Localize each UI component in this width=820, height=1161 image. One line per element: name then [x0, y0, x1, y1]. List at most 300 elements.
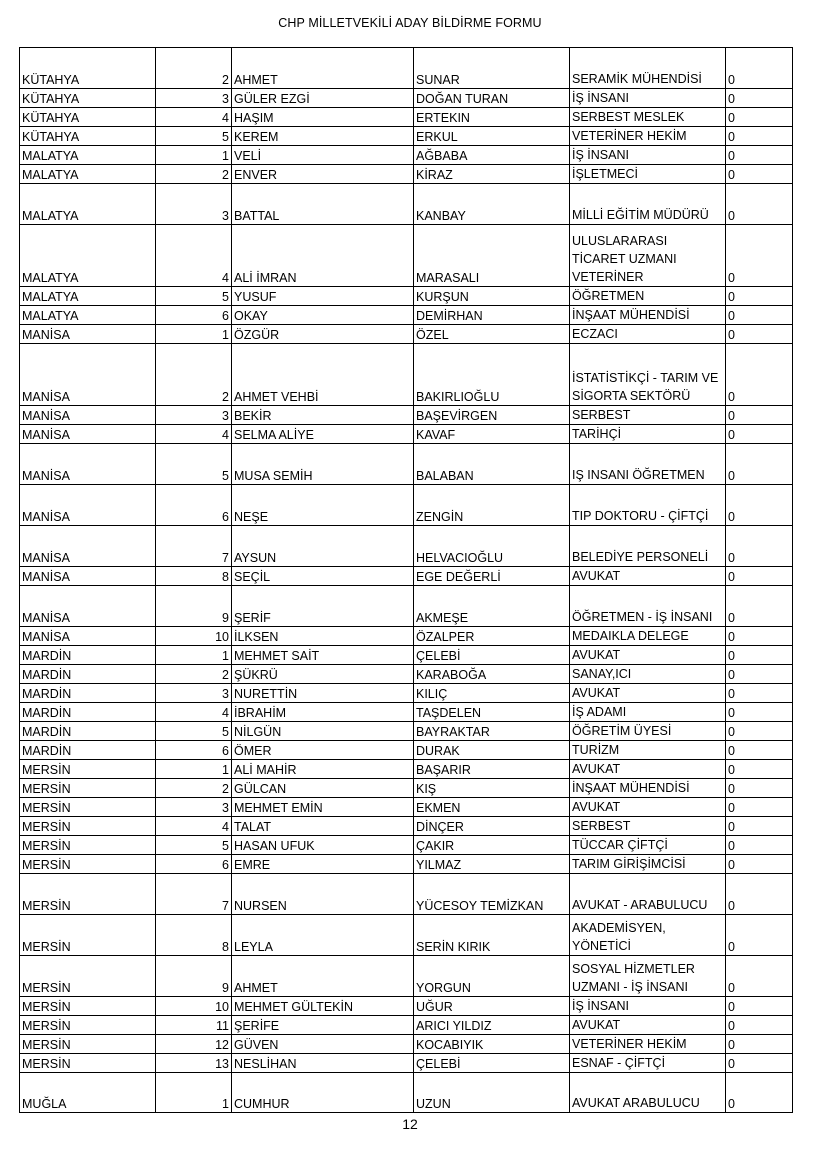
cell-city — [19, 586, 155, 626]
cell-city — [19, 1054, 155, 1072]
cell-zero — [725, 425, 793, 443]
cell-no — [155, 48, 231, 88]
cell-job — [569, 165, 725, 183]
cell-zero-text: 0 — [728, 801, 735, 815]
cell-last-text: AKMEŞE — [416, 611, 469, 625]
cell-first — [231, 48, 413, 88]
cell-no-text: 5 — [222, 839, 229, 853]
cell-first — [231, 760, 413, 778]
cell-last — [413, 48, 569, 88]
cell-city — [19, 646, 155, 664]
cell-city-text: MERSİN — [22, 839, 71, 853]
cell-job — [569, 89, 725, 107]
table-row — [19, 585, 793, 626]
cell-job — [569, 703, 725, 721]
cell-last — [413, 646, 569, 664]
cell-job — [569, 526, 725, 566]
cell-no — [155, 684, 231, 702]
cell-job-text: TÜCCAR ÇİFTÇİ — [572, 838, 668, 852]
cell-no-text: 5 — [222, 130, 229, 144]
cell-first — [231, 956, 413, 996]
cell-no-text: 4 — [222, 271, 229, 285]
cell-zero — [725, 89, 793, 107]
cell-first-text: LEYLA — [234, 940, 273, 954]
cell-job — [569, 874, 725, 914]
cell-last — [413, 836, 569, 854]
cell-city — [19, 48, 155, 88]
cell-last — [413, 627, 569, 645]
cell-last — [413, 1035, 569, 1053]
cell-first-text: BEKİR — [234, 409, 272, 423]
table-row — [19, 566, 793, 585]
cell-job — [569, 779, 725, 797]
cell-city — [19, 703, 155, 721]
cell-first — [231, 836, 413, 854]
cell-last — [413, 127, 569, 145]
cell-last — [413, 406, 569, 424]
table-row — [19, 88, 793, 107]
cell-first — [231, 89, 413, 107]
cell-no — [155, 586, 231, 626]
cell-zero-text: 0 — [728, 630, 735, 644]
cell-last-text: SERİN KIRIK — [416, 940, 491, 954]
cell-job-text: SOSYAL HİZMETLER UZMANI - İŞ İNSANI — [572, 962, 695, 994]
cell-zero-text: 0 — [728, 940, 735, 954]
cell-no — [155, 956, 231, 996]
cell-city-text: MANİSA — [22, 469, 70, 483]
cell-city-text: MERSİN — [22, 1057, 71, 1071]
cell-zero — [725, 567, 793, 585]
cell-city — [19, 798, 155, 816]
cell-city-text: MERSİN — [22, 899, 71, 913]
table-row — [19, 778, 793, 797]
table-row — [19, 164, 793, 183]
cell-zero-text: 0 — [728, 649, 735, 663]
cell-job — [569, 444, 725, 484]
cell-no-text: 3 — [222, 209, 229, 223]
cell-last — [413, 741, 569, 759]
table-row — [19, 664, 793, 683]
cell-last — [413, 225, 569, 286]
table-row — [19, 759, 793, 778]
cell-last-text: KAVAF — [416, 428, 456, 442]
cell-no — [155, 1054, 231, 1072]
cell-no — [155, 526, 231, 566]
table-row — [19, 683, 793, 702]
cell-last — [413, 817, 569, 835]
cell-city-text: MERSİN — [22, 820, 71, 834]
cell-last-text: ÖZALPER — [416, 630, 475, 644]
cell-job-text: AVUKAT — [572, 569, 621, 583]
cell-first — [231, 146, 413, 164]
cell-job-text: SERBEST — [572, 819, 631, 833]
cell-no-text: 5 — [222, 469, 229, 483]
cell-last — [413, 915, 569, 955]
cell-city — [19, 741, 155, 759]
cell-no — [155, 1073, 231, 1112]
cell-no — [155, 646, 231, 664]
cell-city — [19, 779, 155, 797]
cell-city-text: MARDİN — [22, 668, 72, 682]
cell-no-text: 12 — [215, 1038, 229, 1052]
cell-first — [231, 703, 413, 721]
cell-last-text: BAŞEVİRGEN — [416, 409, 498, 423]
table-row — [19, 443, 793, 484]
cell-zero-text: 0 — [728, 570, 735, 584]
cell-first — [231, 184, 413, 224]
cell-no — [155, 444, 231, 484]
cell-job — [569, 287, 725, 305]
cell-last — [413, 146, 569, 164]
cell-city — [19, 915, 155, 955]
cell-city — [19, 760, 155, 778]
cell-last — [413, 325, 569, 343]
cell-job — [569, 127, 725, 145]
cell-last — [413, 184, 569, 224]
cell-first-text: YUSUF — [234, 290, 277, 304]
cell-zero-text: 0 — [728, 428, 735, 442]
cell-first — [231, 646, 413, 664]
cell-zero — [725, 665, 793, 683]
cell-first-text: SELMA ALİYE — [234, 428, 314, 442]
cell-zero — [725, 855, 793, 873]
cell-zero-text: 0 — [728, 858, 735, 872]
cell-no — [155, 425, 231, 443]
cell-no-text: 4 — [222, 111, 229, 125]
cell-last-text: KIŞ — [416, 782, 437, 796]
cell-last — [413, 703, 569, 721]
cell-first-text: AHMET — [234, 73, 278, 87]
cell-zero — [725, 127, 793, 145]
cell-no-text: 7 — [222, 551, 229, 565]
cell-city — [19, 425, 155, 443]
cell-no — [155, 1016, 231, 1034]
cell-first-text: HAŞIM — [234, 111, 274, 125]
cell-no — [155, 627, 231, 645]
cell-city — [19, 874, 155, 914]
table-row — [19, 405, 793, 424]
cell-zero — [725, 485, 793, 525]
cell-first-text: MEHMET EMİN — [234, 801, 323, 815]
cell-city-text: MARDİN — [22, 687, 72, 701]
cell-first — [231, 855, 413, 873]
cell-first — [231, 526, 413, 566]
cell-job-text: İSTATİSTİKÇİ - TARIM VE SİGORTA SEKTÖRÜ — [572, 371, 719, 403]
cell-city-text: KÜTAHYA — [22, 73, 80, 87]
cell-last-text: DİNÇER — [416, 820, 464, 834]
cell-job-text: İŞ İNSANI — [572, 91, 629, 105]
cell-last-text: BALABAN — [416, 469, 474, 483]
cell-job — [569, 586, 725, 626]
cell-zero-text: 0 — [728, 687, 735, 701]
cell-job — [569, 684, 725, 702]
cell-last-text: KURŞUN — [416, 290, 469, 304]
cell-job — [569, 108, 725, 126]
cell-no-text: 2 — [222, 782, 229, 796]
cell-zero-text: 0 — [728, 839, 735, 853]
cell-no-text: 9 — [222, 611, 229, 625]
cell-job-text: MİLLİ EĞİTİM MÜDÜRÜ — [572, 208, 709, 222]
cell-job — [569, 485, 725, 525]
table-row — [19, 816, 793, 835]
cell-zero — [725, 165, 793, 183]
cell-first — [231, 306, 413, 324]
cell-last-text: YORGUN — [416, 981, 471, 995]
cell-last — [413, 997, 569, 1015]
cell-zero-text: 0 — [728, 1019, 735, 1033]
cell-zero-text: 0 — [728, 725, 735, 739]
cell-city — [19, 287, 155, 305]
cell-city-text: MERSİN — [22, 981, 71, 995]
cell-city — [19, 225, 155, 286]
cell-job — [569, 344, 725, 405]
cell-job — [569, 184, 725, 224]
cell-city — [19, 184, 155, 224]
cell-zero-text: 0 — [728, 510, 735, 524]
cell-no — [155, 306, 231, 324]
cell-first-text: GÜVEN — [234, 1038, 279, 1052]
cell-job-text: ECZACI — [572, 327, 618, 341]
cell-job-text: İŞ İNSANI — [572, 999, 629, 1013]
cell-first-text: ALİ İMRAN — [234, 271, 297, 285]
cell-job — [569, 406, 725, 424]
cell-zero-text: 0 — [728, 611, 735, 625]
cell-job — [569, 817, 725, 835]
cell-job — [569, 146, 725, 164]
cell-city — [19, 665, 155, 683]
cell-zero-text: 0 — [728, 209, 735, 223]
cell-city — [19, 344, 155, 405]
cell-no — [155, 722, 231, 740]
cell-no-text: 6 — [222, 858, 229, 872]
table-row — [19, 1034, 793, 1053]
cell-last-text: SUNAR — [416, 73, 460, 87]
cell-last-text: ERKUL — [416, 130, 458, 144]
cell-first — [231, 1035, 413, 1053]
cell-last-text: ERTEKIN — [416, 111, 470, 125]
cell-zero-text: 0 — [728, 149, 735, 163]
cell-job — [569, 997, 725, 1015]
cell-first-text: SEÇİL — [234, 570, 271, 584]
cell-last — [413, 1073, 569, 1112]
cell-zero-text: 0 — [728, 899, 735, 913]
cell-first — [231, 586, 413, 626]
cell-no — [155, 779, 231, 797]
cell-city — [19, 956, 155, 996]
cell-last — [413, 287, 569, 305]
cell-job-text: SERAMİK MÜHENDİSİ — [572, 72, 702, 86]
cell-city-text: MERSİN — [22, 801, 71, 815]
cell-city — [19, 146, 155, 164]
cell-last — [413, 684, 569, 702]
cell-last — [413, 1016, 569, 1034]
cell-first-text: KEREM — [234, 130, 279, 144]
cell-job-text: TARIM GİRİŞİMCİSİ — [572, 857, 686, 871]
table-row — [19, 1072, 793, 1112]
cell-zero-text: 0 — [728, 290, 735, 304]
cell-zero — [725, 108, 793, 126]
cell-no-text: 5 — [222, 725, 229, 739]
cell-first — [231, 567, 413, 585]
table-row — [19, 1015, 793, 1034]
cell-job — [569, 567, 725, 585]
cell-job-text: SERBEST — [572, 408, 631, 422]
cell-no-text: 8 — [222, 570, 229, 584]
cell-job — [569, 915, 725, 955]
cell-zero — [725, 325, 793, 343]
cell-job-text: İŞ ADAMI — [572, 705, 627, 719]
cell-last — [413, 444, 569, 484]
cell-zero — [725, 586, 793, 626]
cell-last — [413, 956, 569, 996]
cell-no — [155, 1035, 231, 1053]
cell-first-text: AHMET — [234, 981, 278, 995]
cell-job-text: AVUKAT — [572, 686, 621, 700]
table-row — [19, 183, 793, 224]
cell-city-text: MANİSA — [22, 611, 70, 625]
cell-last-text: ÇAKIR — [416, 839, 455, 853]
cell-last — [413, 722, 569, 740]
cell-zero-text: 0 — [728, 706, 735, 720]
cell-first — [231, 344, 413, 405]
cell-no-text: 10 — [215, 1000, 229, 1014]
table-row — [19, 286, 793, 305]
cell-job — [569, 627, 725, 645]
cell-zero — [725, 684, 793, 702]
cell-last-text: MARASALI — [416, 271, 480, 285]
candidate-table — [19, 47, 793, 1113]
cell-no-text: 4 — [222, 820, 229, 834]
cell-city-text: MERSİN — [22, 1000, 71, 1014]
cell-last-text: DURAK — [416, 744, 460, 758]
cell-city — [19, 997, 155, 1015]
cell-last-text: ÇELEBİ — [416, 1057, 461, 1071]
cell-no — [155, 760, 231, 778]
table-row — [19, 835, 793, 854]
cell-zero-text: 0 — [728, 1038, 735, 1052]
cell-first-text: ENVER — [234, 168, 278, 182]
cell-zero-text: 0 — [728, 168, 735, 182]
cell-job — [569, 1016, 725, 1034]
table-row — [19, 48, 793, 88]
table-row — [19, 873, 793, 914]
cell-last-text: AĞBABA — [416, 149, 468, 163]
cell-no — [155, 108, 231, 126]
cell-last — [413, 665, 569, 683]
cell-no-text: 1 — [222, 328, 229, 342]
cell-city — [19, 722, 155, 740]
cell-zero — [725, 874, 793, 914]
cell-no — [155, 665, 231, 683]
cell-job-text: VETERİNER HEKİM — [572, 1037, 687, 1051]
cell-zero — [725, 817, 793, 835]
table-row — [19, 626, 793, 645]
cell-first-text: ŞERİF — [234, 611, 271, 625]
cell-last-text: DOĞAN TURAN — [416, 92, 509, 106]
table-row — [19, 424, 793, 443]
cell-last-text: KARABOĞA — [416, 668, 487, 682]
cell-no-text: 7 — [222, 899, 229, 913]
cell-zero — [725, 306, 793, 324]
table-row — [19, 996, 793, 1015]
cell-no-text: 1 — [222, 1097, 229, 1111]
cell-zero — [725, 646, 793, 664]
cell-no-text: 3 — [222, 687, 229, 701]
cell-zero — [725, 444, 793, 484]
cell-last-text: ZENGİN — [416, 510, 464, 524]
cell-city-text: MALATYA — [22, 309, 79, 323]
cell-zero-text: 0 — [728, 130, 735, 144]
table-row — [19, 955, 793, 996]
cell-city — [19, 1016, 155, 1034]
table-row — [19, 854, 793, 873]
cell-no-text: 2 — [222, 168, 229, 182]
cell-no — [155, 127, 231, 145]
table-row — [19, 107, 793, 126]
cell-zero — [725, 1016, 793, 1034]
cell-job-text: BELEDİYE PERSONELİ — [572, 550, 709, 564]
cell-city-text: MALATYA — [22, 149, 79, 163]
cell-first-text: MEHMET SAİT — [234, 649, 320, 663]
cell-job — [569, 425, 725, 443]
cell-city-text: MANİSA — [22, 510, 70, 524]
cell-city — [19, 684, 155, 702]
cell-city — [19, 165, 155, 183]
cell-first — [231, 874, 413, 914]
cell-job-text: TARİHÇİ — [572, 427, 622, 441]
cell-last — [413, 108, 569, 126]
cell-job — [569, 306, 725, 324]
cell-last-text: EKMEN — [416, 801, 461, 815]
cell-zero-text: 0 — [728, 551, 735, 565]
cell-zero — [725, 997, 793, 1015]
cell-zero — [725, 915, 793, 955]
cell-first — [231, 485, 413, 525]
cell-last-text: BAŞARIR — [416, 763, 471, 777]
cell-no-text: 5 — [222, 290, 229, 304]
cell-no — [155, 874, 231, 914]
cell-city-text: MERSİN — [22, 1019, 71, 1033]
page-number: 12 — [402, 1116, 418, 1132]
cell-city — [19, 817, 155, 835]
cell-job — [569, 760, 725, 778]
cell-zero — [725, 760, 793, 778]
cell-last-text: UZUN — [416, 1097, 451, 1111]
cell-zero — [725, 956, 793, 996]
cell-zero — [725, 779, 793, 797]
cell-city — [19, 1073, 155, 1112]
cell-job-text: ÖĞRETMEN — [572, 289, 645, 303]
cell-last — [413, 567, 569, 585]
cell-zero-text: 0 — [728, 409, 735, 423]
cell-last-text: KİRAZ — [416, 168, 453, 182]
cell-city-text: MANİSA — [22, 428, 70, 442]
cell-first-text: ŞÜKRÜ — [234, 668, 278, 682]
cell-last-text: KILIÇ — [416, 687, 448, 701]
cell-no — [155, 225, 231, 286]
cell-city-text: MARDİN — [22, 649, 72, 663]
cell-job-text: AVUKAT — [572, 648, 621, 662]
cell-zero-text: 0 — [728, 111, 735, 125]
cell-zero-text: 0 — [728, 73, 735, 87]
cell-job-text: ULUSLARARASI TİCARET UZMANI VETERİNER — [572, 234, 677, 284]
cell-city-text: MANİSA — [22, 328, 70, 342]
cell-first — [231, 798, 413, 816]
cell-first-text: ÖMER — [234, 744, 272, 758]
cell-first — [231, 127, 413, 145]
cell-city-text: MANİSA — [22, 551, 70, 565]
cell-last-text: YILMAZ — [416, 858, 462, 872]
